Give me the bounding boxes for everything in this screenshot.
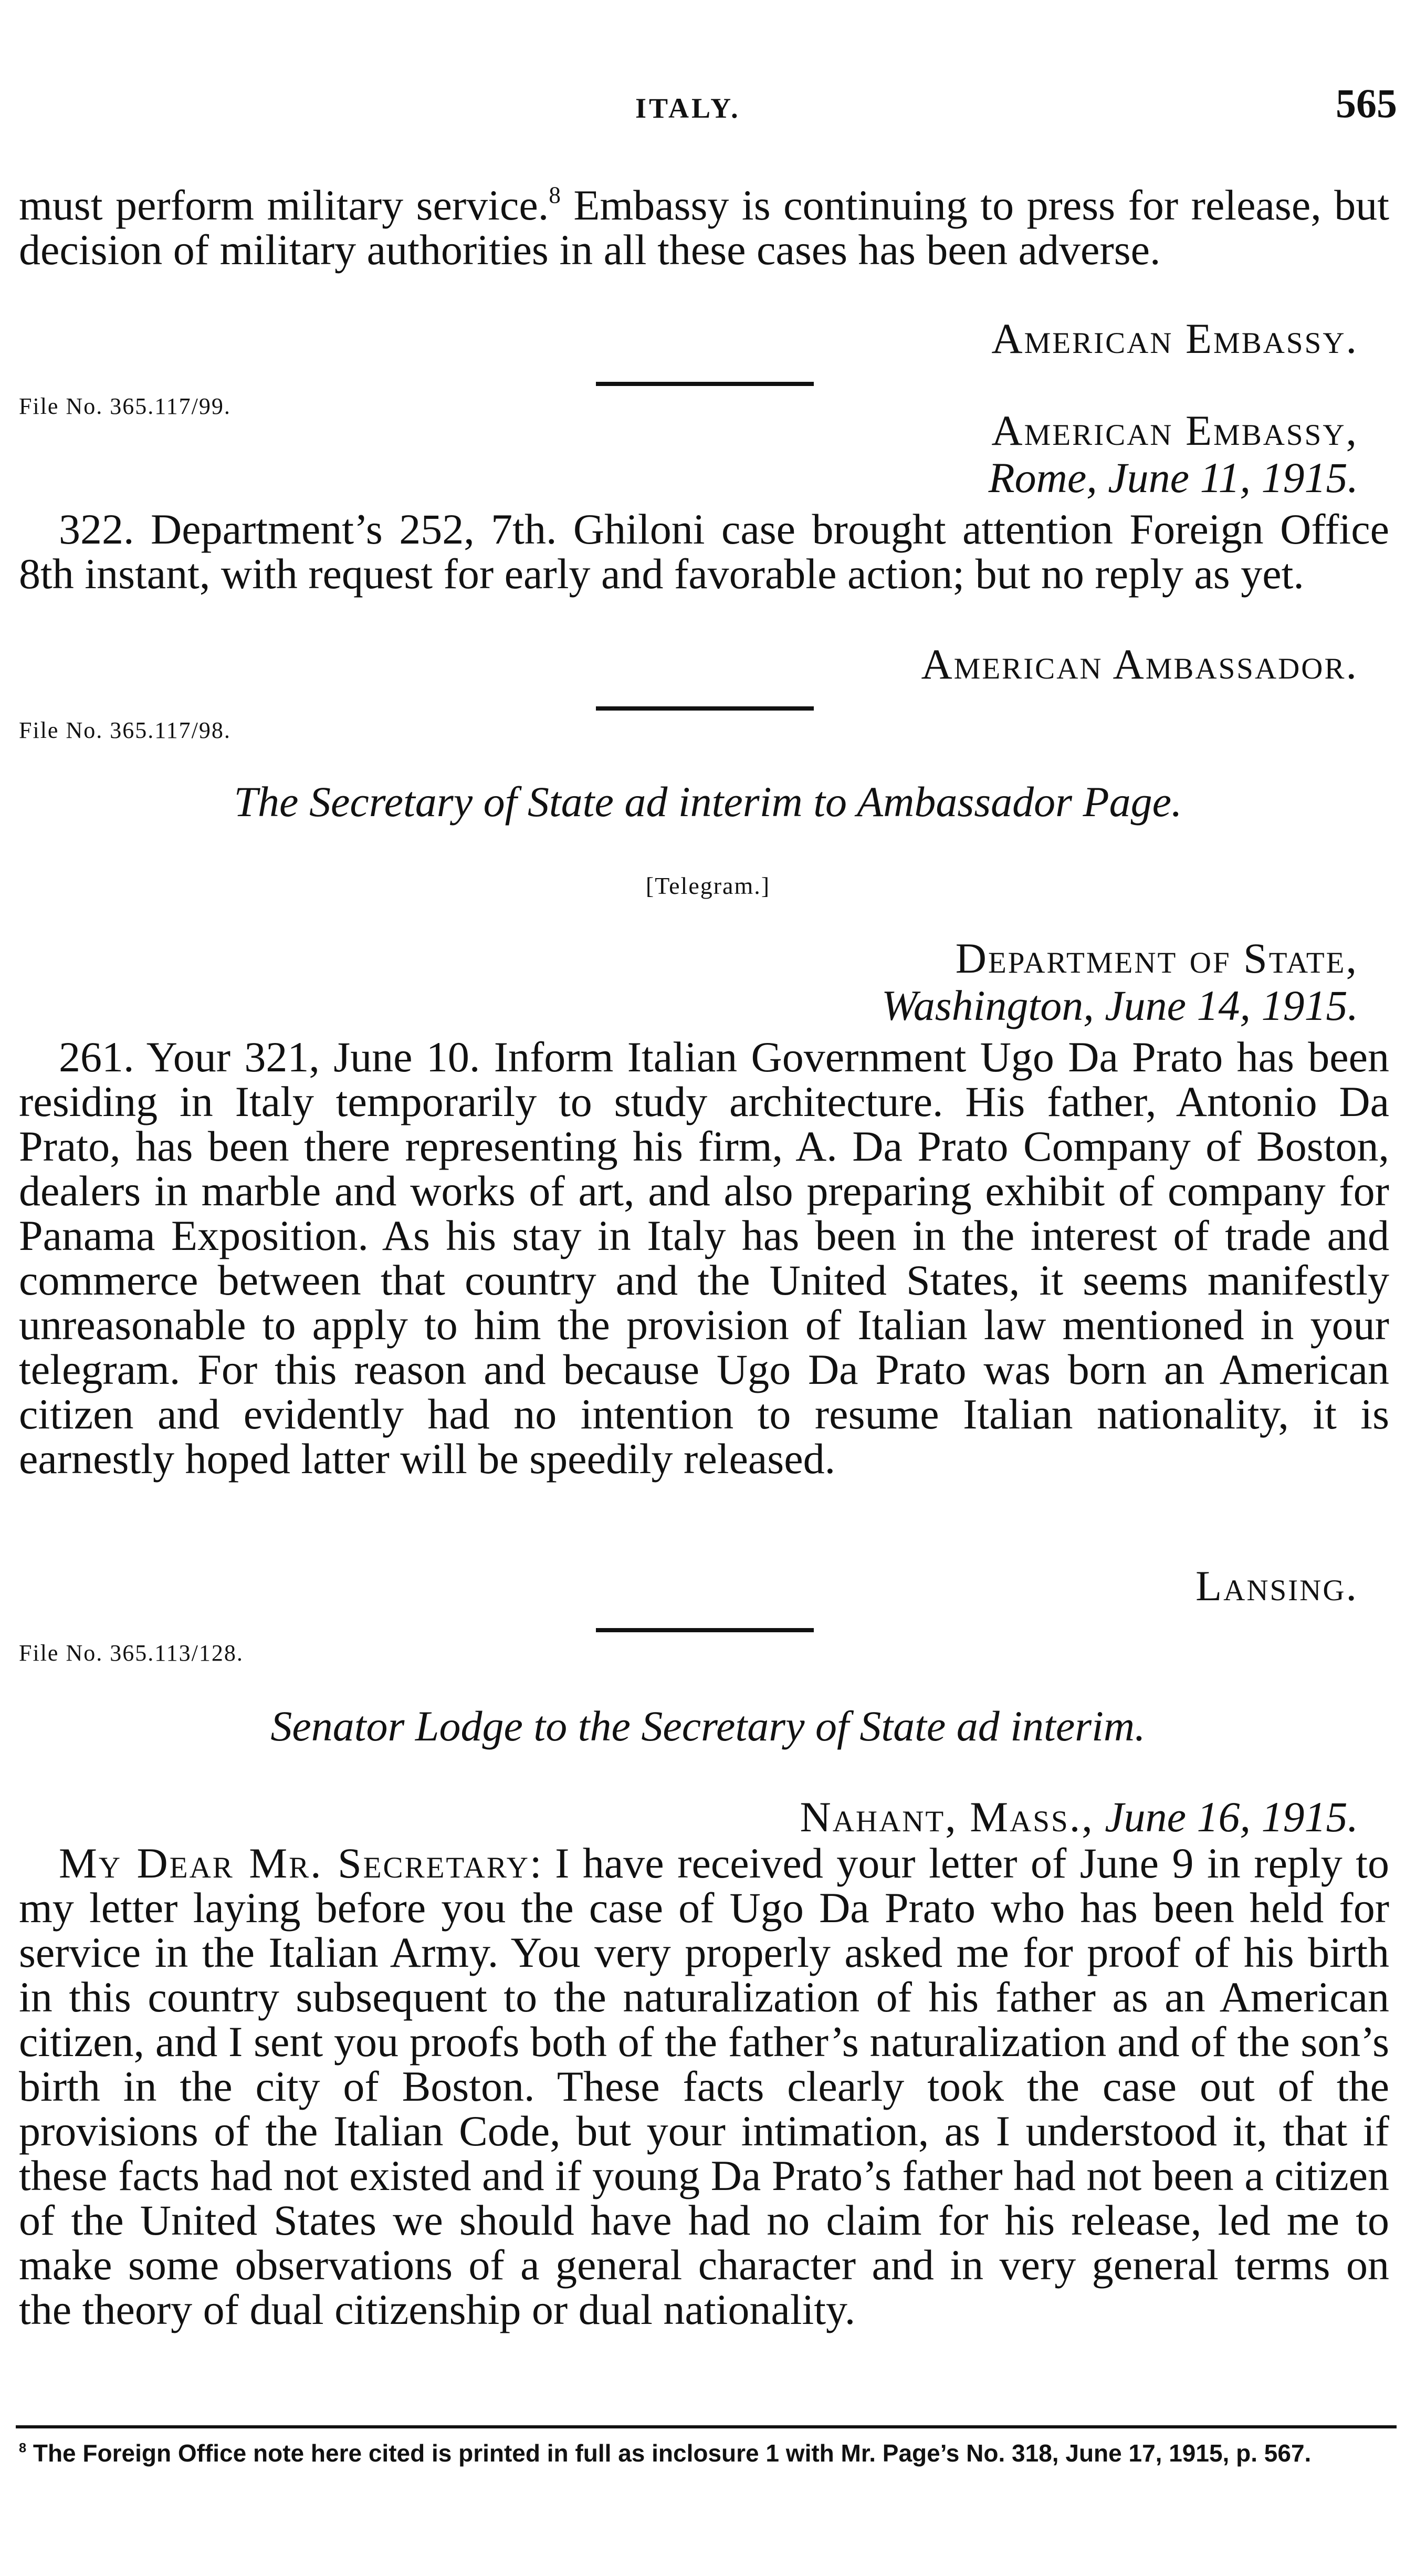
footnote bbox=[19, 2438, 1394, 2468]
signature-lansing: Lansing. bbox=[1195, 1562, 1358, 1610]
dateline-place: American Embassy, bbox=[991, 406, 1358, 454]
dateline-date: Washington, June 14, 1915. bbox=[881, 982, 1358, 1029]
dateline-place: Nahant, Mass., bbox=[800, 1793, 1094, 1841]
paragraph-3: 261. Your 321, June 10. Inform Italian Government Ugo Da Prato has been residing in Italy temporarily to study architecture. His father, Antonio Da Prato, has been there representing his firm, A. Da Prato Company of Boston, dealers in marble and works of art, and also preparing exhibit of company for Panama Exposition. As his stay in Italy has been in the interest of trade and commerce between that country and the United States, it seems manifestly unreasonable to apply to him the provision of Italian law mentioned in your telegram. For this reason and because Ugo Da Prato was born an American citizen and evidently had no intention to resume Italian nationality, it is earnestly hoped latter will be speedily released. bbox=[19, 1033, 1389, 1483]
footnote-text: The Foreign Office note here cited is printed in full as inclosure 1 with Mr. Page’s No. 318, June 17, 1915, p. 567. bbox=[26, 2439, 1312, 2467]
paragraph-1 bbox=[19, 183, 1389, 272]
signature-american-embassy: American Embassy. bbox=[991, 315, 1358, 362]
file-number: File No. 365.117/99. bbox=[19, 393, 231, 419]
dateline-date: Rome, June 11, 1915. bbox=[988, 454, 1358, 502]
footnote-rule bbox=[16, 2425, 1397, 2428]
paragraph-1-text: must perform military service. bbox=[19, 181, 549, 229]
file-number: File No. 365.113/128. bbox=[19, 1640, 244, 1666]
letter-heading: Senator Lodge to the Secretary of State ad interim. bbox=[270, 1702, 1146, 1750]
telegram-label: [Telegram.] bbox=[645, 872, 771, 899]
running-header: ITALY. bbox=[635, 92, 741, 124]
footnote-reference: 8 bbox=[549, 182, 561, 208]
section-divider bbox=[596, 382, 814, 386]
dateline-date: June 16, 1915. bbox=[1105, 1793, 1358, 1841]
footnote-mark: 8 bbox=[19, 2441, 27, 2456]
paragraph-1-rest: Embassy is continuing to press for release, but decision of military authorities in all these cases has been adverse. bbox=[19, 181, 1389, 274]
section-divider bbox=[596, 1628, 814, 1632]
dateline bbox=[800, 1793, 1358, 1841]
signature-american-ambassador: American Ambassador. bbox=[921, 640, 1358, 688]
section-divider bbox=[596, 706, 814, 711]
paragraph-2: 322. Department’s 252, 7th. Ghiloni case brought attention Foreign Office 8th instant, with request for early and favorable action; but no reply as yet. bbox=[19, 505, 1389, 598]
dateline-place: Department of State, bbox=[955, 934, 1358, 982]
paragraph-4-body: : I have received your letter of June 9 in reply to my letter laying before you the case of Ugo Da Prato who has been held for service in the Italian Army. You very properly asked me for proof of his birth in this country subsequent to the naturalization of his father as an American citizen, and I sent you proofs both of the father’s naturalization and of the son’s birth in the city of Boston. These facts clearly took the case out of the provisions of the Italian Code, but your intimation, as I understood it, that if these facts had not existed and if young Da Prato’s father had not been a citizen of the United States we should have had no claim for his release, led me to make some observations of a general character and in very general terms on the theory of dual citizenship or dual nationality. bbox=[19, 1839, 1389, 2333]
page-number: 565 bbox=[1336, 80, 1397, 126]
salutation: My Dear Mr. Secretary bbox=[59, 1839, 530, 1887]
file-number: File No. 365.117/98. bbox=[19, 717, 231, 743]
letter-heading: The Secretary of State ad interim to Ambassador Page. bbox=[234, 778, 1182, 826]
paragraph-4 bbox=[19, 1841, 1389, 2332]
